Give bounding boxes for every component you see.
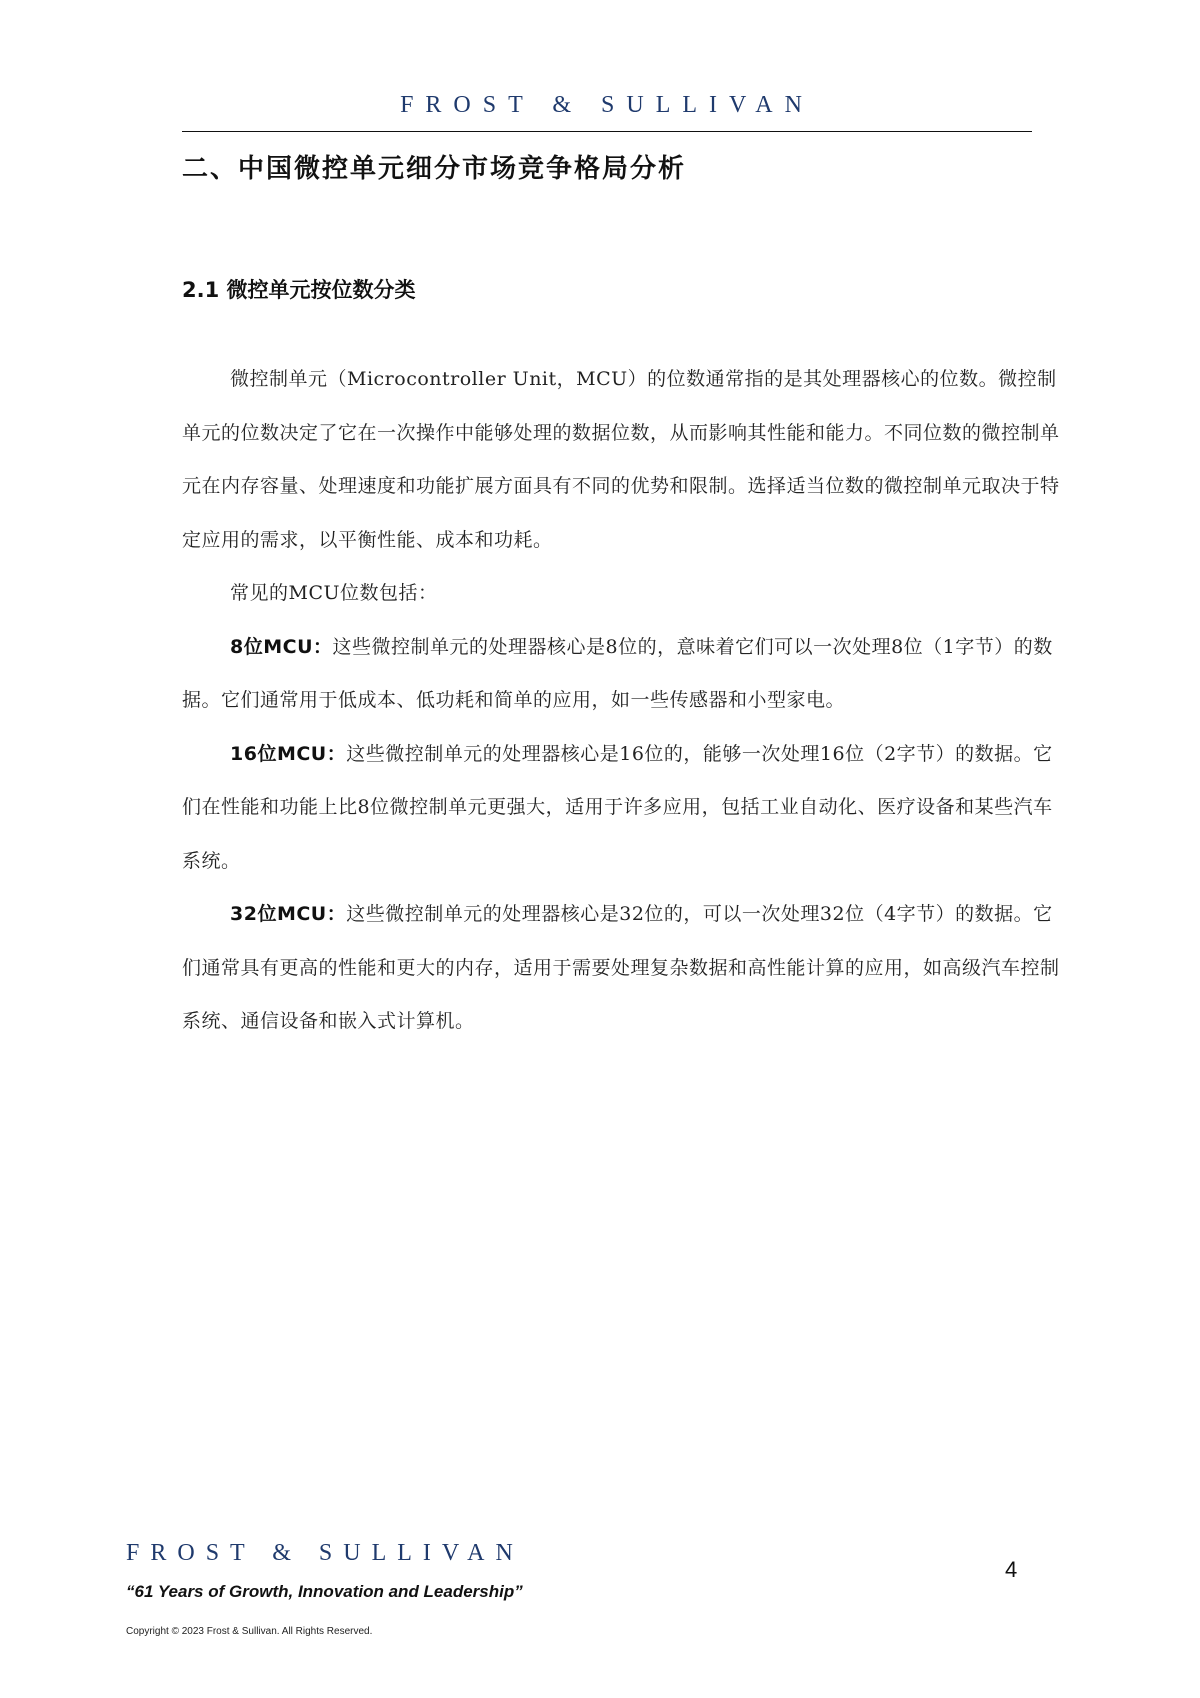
- list-item-32bit: [182, 888, 1062, 1049]
- subsection-title: 2.1 微控单元按位数分类: [182, 278, 416, 302]
- section-title: 二、中国微控单元细分市场竞争格局分析: [182, 154, 687, 184]
- item-text: 这些微控制单元的处理器核心是32位的，可以一次处理32位（4字节）的数据。它们通常具有更高的性能和更大的内存，适用于需要处理复杂数据和高性能计算的应用，如高级汽车控制系统、通信设备和嵌入式计算机。: [182, 903, 1060, 1032]
- item-label: 16位MCU：: [230, 742, 347, 765]
- footer-copyright: Copyright © 2023 Frost & Sullivan. All Rights Reserved.: [126, 1626, 373, 1637]
- footer-tagline: “61 Years of Growth, Innovation and Leadership”: [126, 1582, 523, 1601]
- item-text: 这些微控制单元的处理器核心是16位的，能够一次处理16位（2字节）的数据。它们在性能和功能上比8位微控制单元更强大，适用于许多应用，包括工业自动化、医疗设备和某些汽车系统。: [182, 742, 1053, 872]
- item-label: 32位MCU：: [230, 903, 347, 925]
- common-intro-paragraph: 常见的MCU位数包括：: [230, 582, 438, 604]
- header-divider: [182, 131, 1032, 132]
- body-text: [182, 353, 1062, 1049]
- item-label: 8位MCU：: [230, 635, 333, 658]
- intro-paragraph: 微控制单元（Microcontroller Unit，MCU）的位数通常指的是其处理器核心的位数。微控制单元的位数决定了它在一次操作中能够处理的数据位数，从而影响其性能和能力。不同位数的微控制单元在内存容量、处理速度和功能扩展方面具有不同的优势和限制。选择适当位数的微控制单元取决于特定应用的需求，以平衡性能、成本和功耗。: [182, 368, 1060, 551]
- list-item-8bit: [182, 621, 1062, 728]
- header-logo: FROST & SULLIVAN: [400, 92, 814, 118]
- page-number: 4: [1005, 1557, 1018, 1582]
- footer-logo: FROST & SULLIVAN: [126, 1540, 524, 1566]
- item-text: 这些微控制单元的处理器核心是8位的，意味着它们可以一次处理8位（1字节）的数据。它们通常用于低成本、低功耗和简单的应用，如一些传感器和小型家电。: [182, 635, 1053, 711]
- list-item-16bit: [182, 728, 1062, 889]
